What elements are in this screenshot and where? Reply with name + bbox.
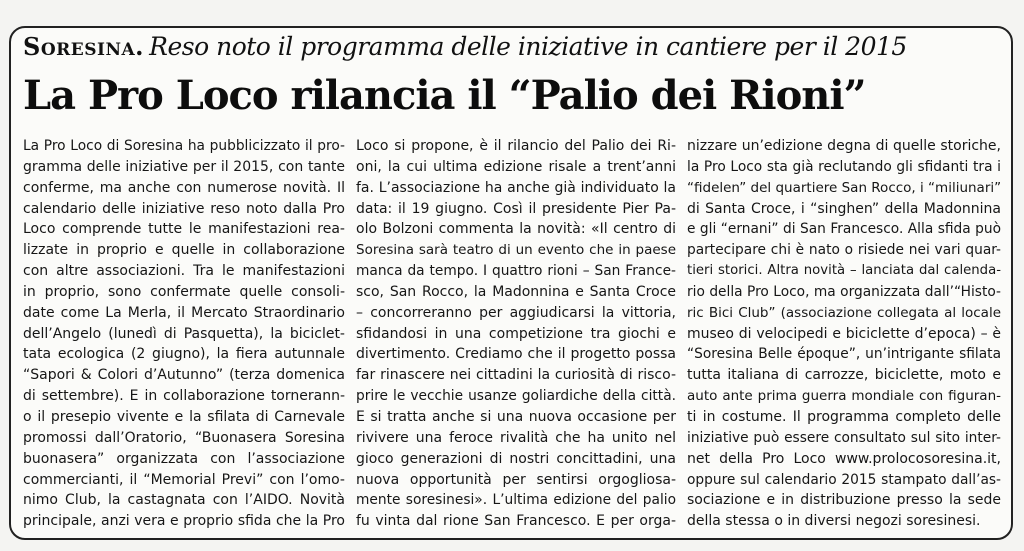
text-line: principale, anzi vera e proprio sfida che la Pro: [23, 513, 345, 530]
text-line: iniziative può essere consultato sul sito inter-: [687, 429, 1001, 446]
text-line: della stessa o in diversi negozi soresinesi.: [687, 513, 981, 530]
headline: La Pro Loco rilancia il “Palio dei Rioni”: [23, 72, 866, 119]
text-line: conferme, ma anche con numerose novità. Il: [23, 179, 345, 196]
text-line: gramma delle iniziative per il 2015, con tante: [23, 158, 345, 175]
text-line: oppure sul calendario 2015 stampato dall’as-: [687, 471, 1001, 488]
text-line: “fidelen” del quartiere San Rocco, i “miliunari”: [687, 179, 1002, 196]
text-line: promossi dall’Oratorio, “Buonasera Soresina: [23, 429, 345, 446]
kicker-deck: Reso noto il programma delle iniziative in cantiere per il 2015: [149, 32, 907, 61]
text-line: “Sapori & Colori d’Autunno” (terza domenica: [23, 367, 345, 384]
text-line: rio della Pro Loco, ma organizzata dall’“Histo-: [687, 283, 1001, 300]
text-line: commercianti, il “Memorial Previ” con l’omo-: [23, 471, 345, 488]
text-line: La Pro Loco di Soresina ha pubblicizzato il pro-: [23, 138, 345, 154]
text-line: sociazione e in distribuzione presso la sede: [687, 492, 1001, 509]
text-line: date come La Merla, il Mercato Straordinario: [23, 304, 345, 321]
text-line: nuova opportunità per sentirsi orgogliosa-: [356, 471, 676, 488]
text-line: oni, la cui ultima edizione risale a trent’anni: [356, 158, 676, 175]
text-line: museo di velocipedi e biciclette d’epoca) – è: [687, 325, 1001, 342]
text-line: mente soresinesi». L’ultima edizione del palio: [356, 492, 676, 509]
text-line: in proprio, sono confermate quelle consoli-: [23, 283, 345, 300]
text-line: ti in costume. Il programma completo delle: [687, 408, 1001, 425]
text-line: la Pro Loco sta già reclutando gli sfidanti tra i: [687, 158, 1001, 175]
article-column-3: [687, 136, 1001, 532]
text-line: tieri storici. Altra novità – lanciata dal calenda-: [687, 263, 1001, 279]
text-line: Loco comprende tutte le manifestazioni rea-: [23, 221, 345, 238]
text-line: fu vinta dal rione San Francesco. E per orga-: [356, 513, 676, 530]
text-line: manca da tempo. I quattro rioni – San France-: [356, 263, 676, 280]
text-line: auto ante prima guerra mondiale con figuran-: [687, 388, 1001, 405]
text-line: gioco generazioni di nostri concittadini, una: [356, 450, 676, 467]
text-line: data: il 19 giugno. Così il presidente Pier Pa-: [356, 200, 676, 217]
article-column-2: [356, 136, 676, 532]
text-line: Loco si propone, è il rilancio del Palio dei Ri-: [356, 138, 676, 154]
text-line: nimo Club, la castagnata con l’AIDO. Novità: [23, 492, 345, 509]
text-line: E si tratta anche si una nuova occasione per: [356, 408, 676, 425]
text-line: “Soresina Belle époque”, un’intrigante sfilata: [687, 346, 1001, 363]
text-line: sfidandosi in una competizione tra giochi e: [356, 325, 676, 342]
text-line: buonasera” organizzata con l’associazione: [23, 450, 345, 467]
text-line: calendario delle iniziative reso noto dalla Pro: [23, 200, 345, 217]
text-line: nizzare un’edizione degna di quelle storiche,: [687, 138, 1001, 154]
text-line: rivivere una feroce rivalità che ha unito nel: [356, 429, 676, 446]
kicker: [23, 32, 907, 61]
text-line: net della Pro Loco www.prolocosoresina.it,: [687, 450, 1001, 467]
text-line: dell’Angelo (lunedì di Pasquetta), la biciclet-: [23, 325, 345, 342]
text-line: o il presepio vivente e la sfilata di Carnevale: [23, 408, 345, 425]
text-line: partecipare chi è nato o risiede nei vari quar-: [687, 242, 1001, 259]
text-line: fa. L’associazione ha anche già individuato la: [356, 179, 676, 196]
text-line: ric Bici Club” (associazione collegata al locale: [687, 304, 1001, 321]
text-line: sco, San Rocco, la Madonnina e Santa Croce: [356, 283, 676, 300]
text-line: olo Bolzoni commenta la novità: «Il centro di: [356, 221, 676, 238]
text-line: Soresina sarà teatro di un evento che in paese: [356, 242, 676, 259]
text-line: di settembre). E in collaborazione tornerann-: [23, 388, 345, 405]
text-line: tutta italiana di carrozze, biciclette, moto e: [687, 367, 1001, 384]
newspaper-clipping: [9, 26, 1013, 540]
text-line: lizzate in proprio e quelle in collaborazione: [23, 242, 345, 259]
text-line: – concorreranno per aggiudicarsi la vittoria,: [356, 304, 676, 321]
kicker-place: Soresina.: [23, 32, 145, 61]
text-line: e gli “ernani” di San Francesco. Alla sfida può: [687, 221, 1001, 238]
text-line: di Santa Croce, i “singhen” della Madonnina: [687, 200, 1001, 217]
text-line: far rinascere nei cittadini la curiosità di risco-: [356, 367, 676, 384]
text-line: prire le vecchie usanze goliardiche della città.: [356, 388, 676, 405]
article-column-1: [23, 136, 345, 532]
text-line: divertimento. Crediamo che il progetto possa: [356, 346, 676, 363]
text-line: tata ecologica (2 giugno), la fiera autunnale: [23, 346, 345, 363]
text-line: con altre associazioni. Tra le manifestazioni: [23, 263, 345, 280]
